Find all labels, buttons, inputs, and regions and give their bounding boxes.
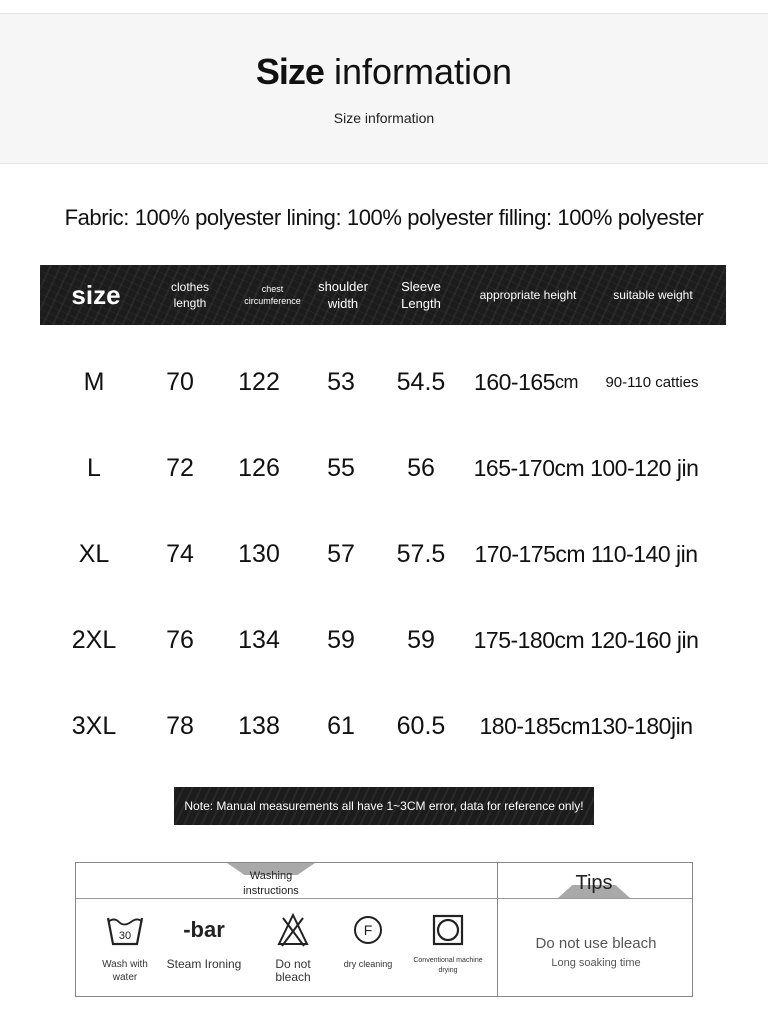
page-title (0, 52, 768, 92)
row-height-value: 160-165 (474, 368, 555, 395)
row-length: 72 (166, 453, 194, 482)
row-height-unit: cm (554, 371, 578, 392)
table-row (0, 438, 768, 498)
table-row (0, 352, 768, 412)
washing-title-line1: Washing (249, 870, 293, 882)
title-bold: Size (255, 51, 324, 92)
washing-title (222, 869, 320, 899)
row-sleeve: 56 (407, 453, 435, 482)
row-shoulder: 53 (327, 367, 355, 396)
row-length: 70 (166, 367, 194, 396)
steam-symbol: -bar (183, 917, 225, 942)
care-wash (92, 908, 158, 984)
row-chest: 122 (238, 367, 280, 396)
header-sleeve-line2: Length (401, 296, 441, 311)
tip-sub: Long soaking time (551, 957, 641, 969)
row-length: 76 (166, 625, 194, 654)
care-header-divider (76, 898, 692, 899)
header-size: size (71, 279, 121, 310)
care-no-bleach (256, 908, 330, 984)
table-row (0, 610, 768, 670)
row-chest: 130 (238, 539, 280, 568)
row-size: 3XL (71, 711, 117, 740)
row-length: 74 (166, 539, 194, 568)
row-chest: 138 (238, 711, 280, 740)
care-panel (75, 862, 693, 997)
row-size: M (83, 367, 105, 396)
header-clothes-length (150, 265, 230, 325)
row-sleeve: 54.5 (396, 367, 446, 396)
header-chest (225, 265, 320, 325)
wash-30-icon (92, 908, 158, 952)
header-sleeve-line1: Sleeve (401, 279, 441, 294)
row-size: L (87, 453, 101, 482)
header-chest-line2: circumference (244, 296, 301, 306)
steam-iron-icon (166, 908, 242, 952)
wash-temp: 30 (118, 930, 132, 942)
row-shoulder: 59 (327, 625, 355, 654)
header-clothes-length-line2: length (173, 296, 207, 310)
wash-label-line2: water (112, 972, 138, 983)
measurement-note: Note: Manual measurements all have 1~3CM error, data for reference only! (174, 787, 594, 825)
care-divider (497, 863, 498, 996)
tip-main: Do not use bleach (535, 935, 657, 952)
header-height: appropriate height (479, 288, 577, 302)
row-sleeve: 60.5 (396, 711, 446, 740)
care-label (92, 958, 158, 984)
row-size: XL (78, 539, 110, 568)
title-light: information (333, 51, 513, 92)
row-chest: 134 (238, 625, 280, 654)
row-chest: 126 (238, 453, 280, 482)
care-dry-clean (338, 908, 398, 971)
tumble-label-line1: Conventional machine (413, 957, 483, 964)
table-row (0, 524, 768, 584)
care-steam (166, 908, 242, 971)
header-sleeve (386, 265, 456, 325)
row-size: 2XL (71, 625, 117, 654)
row-sleeve: 57.5 (396, 539, 446, 568)
row-weight: 90-110 catties (605, 373, 699, 391)
row-sleeve: 59 (407, 625, 435, 654)
care-label: dry cleaning (343, 959, 393, 969)
table-row (0, 696, 768, 756)
header-weight: suitable weight (613, 288, 693, 302)
header-shoulder-line1: shoulder (318, 279, 368, 294)
tumble-label-line2: drying (438, 967, 458, 974)
row-shoulder: 61 (327, 711, 355, 740)
fabric-info: Fabric: 100% polyester lining: 100% polyester filling: 100% polyester (64, 205, 704, 230)
care-label: Steam Ironing (166, 957, 242, 971)
tumble-dry-icon (408, 908, 488, 952)
row-shoulder: 55 (327, 453, 355, 482)
row-height-weight: 165-170cm 100-120 jin (473, 454, 699, 481)
care-label: Do not bleach (275, 957, 311, 984)
header-shoulder (308, 265, 378, 325)
row-shoulder: 57 (327, 539, 355, 568)
row-height-weight: 180-185cm130-180jin (479, 712, 693, 739)
header-shoulder-line2: width (327, 296, 359, 311)
page-subtitle: Size information (333, 110, 435, 126)
size-table-header (40, 265, 726, 325)
header-clothes-length-line1: clothes (170, 280, 210, 294)
row-height (466, 352, 586, 412)
row-height-weight: 170-175cm 110-140 jin (474, 540, 698, 567)
row-height-weight: 175-180cm 120-160 jin (473, 626, 699, 653)
care-tumble-dry (408, 908, 488, 976)
header-chest-line1: chest (261, 284, 284, 294)
dry-clean-icon (338, 908, 398, 952)
row-length: 78 (166, 711, 194, 740)
dry-clean-letter: F (363, 922, 373, 938)
wash-label-line1: Wash with (102, 959, 148, 970)
no-bleach-icon (256, 908, 330, 952)
washing-title-line2: instructions (243, 885, 299, 897)
care-label (408, 956, 488, 976)
tips-title: Tips (575, 872, 613, 894)
